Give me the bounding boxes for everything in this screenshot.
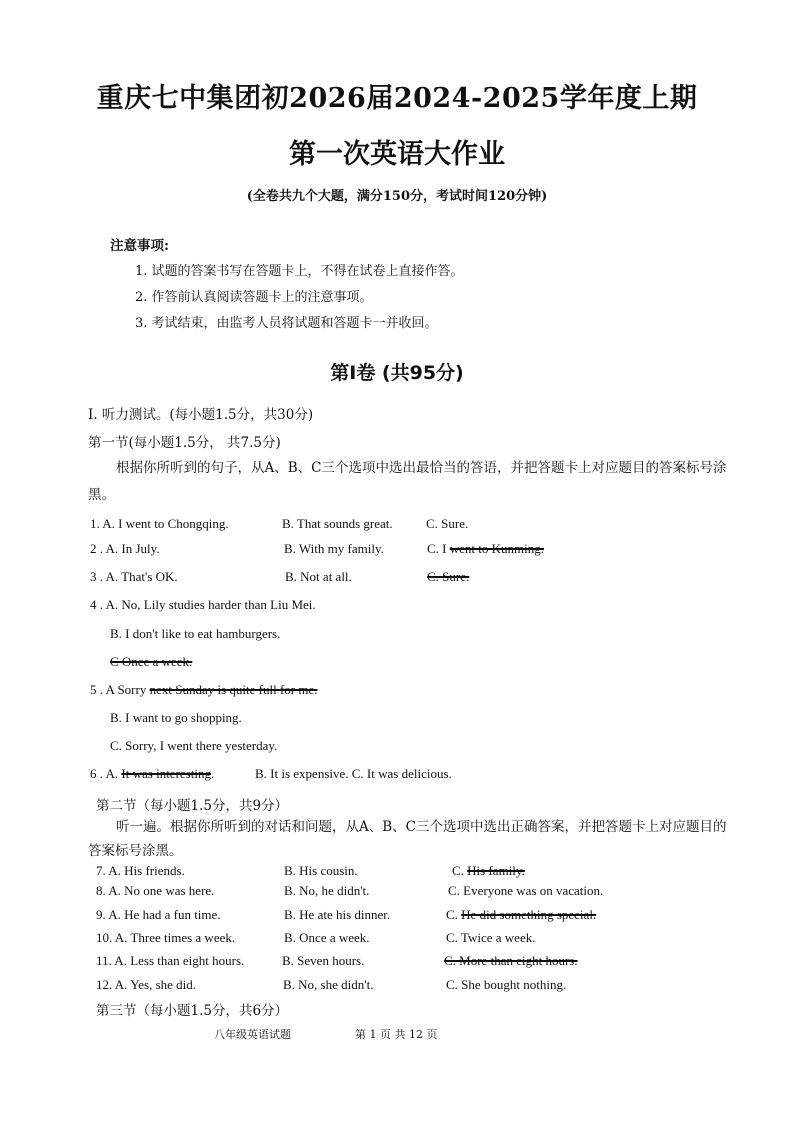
q6-option-a-suffix: . (210, 766, 215, 781)
q8-option-b: B. No, he didn't. (284, 883, 370, 898)
q9-option-a: 9. A. He had a fun time. (96, 907, 221, 922)
q5-option-c: C. Sorry, I went there yesterday. (110, 738, 278, 753)
section2-title: 第二节（每小题1.5分，共9分） (96, 798, 289, 814)
q3-option-b: B. Not at all. (285, 569, 352, 584)
exam-title-line2: 第一次英语大作业 (289, 139, 505, 170)
q12-option-c: C. She bought nothing. (446, 977, 567, 992)
q9-option-c (446, 907, 596, 923)
q6-option-bc: B. It is expensive. C. It was delicious. (255, 766, 452, 781)
q11-option-c: C. More than eight hours. (444, 953, 578, 968)
q1-option-a: 1. A. I went to Chongqing. (90, 516, 229, 531)
q5-option-a (90, 682, 317, 698)
q6-option-a (90, 766, 214, 782)
note-item: 1. 试题的答案书写在答题卡上，不得在试卷上直接作答。 (135, 264, 464, 279)
note-item: 3. 考试结束，由监考人员将试题和答题卡一并收回。 (135, 316, 438, 331)
notes-title: 注意事项: (110, 238, 169, 254)
q12-option-a: 12. A. Yes, she did. (96, 977, 197, 992)
q2-option-b: B. With my family. (284, 541, 384, 556)
volume-title: 第Ⅰ卷 (共95分) (330, 362, 464, 384)
q12-option-b: B. No, she didn't. (283, 977, 374, 992)
q2-option-c (427, 541, 544, 557)
q7-option-b: B. His cousin. (284, 863, 358, 878)
q10-option-b: B. Once a week. (284, 930, 370, 945)
q10-option-c: C. Twice a week. (446, 930, 536, 945)
q3-option-c: C. Sure. (427, 569, 470, 584)
section1-instruction: 根据你所听到的句子，从A、B、C三个选项中选出最恰当的答语，并把答题卡上对应题目的答案标号涂黑。 (88, 460, 727, 503)
q11-option-a: 11. A. Less than eight hours. (96, 953, 245, 968)
footer-subject: 八年级英语试题 (214, 1028, 291, 1041)
q1-option-c: C. Sure. (426, 516, 469, 531)
q7-option-a: 7. A. His friends. (96, 863, 185, 878)
q5-option-a-struck: next Sunday is quite full for me. (149, 682, 318, 697)
q11-option-b: B. Seven hours. (282, 953, 365, 968)
q9-option-c-struck: He did something special. (461, 907, 597, 922)
q5-option-b: B. I want to go shopping. (110, 710, 242, 725)
section2-instruction: 听一遍。根据你所听到的对话和问题，从A、B、C三个选项中选出正确答案，并把答题卡上对应题目的答案标号涂黑。 (88, 819, 727, 859)
q8-option-a: 8. A. No one was here. (96, 883, 215, 898)
q9-option-b: B. He ate his dinner. (284, 907, 391, 922)
exam-subtitle: (全卷共九个大题，满分150分，考试时间120分钟) (246, 189, 548, 204)
q6-option-a-struck: It was interesting (121, 766, 211, 781)
q7-option-c-prefix: C. (452, 863, 468, 878)
q5-option-a-prefix: 5 . A Sorry (90, 682, 150, 697)
q10-option-a: 10. A. Three times a week. (96, 930, 236, 945)
q4-option-a: 4 . A. No, Lily studies harder than Liu Mei. (90, 597, 316, 612)
q7-option-c (452, 863, 525, 879)
footer-page-number: 第 1 页 共 12 页 (355, 1028, 438, 1041)
q4-option-b: B. I don't like to eat hamburgers. (110, 626, 281, 641)
q4-option-c: C Once a week. (110, 654, 193, 669)
q8-option-c: C. Everyone was on vacation. (448, 883, 604, 898)
q3-option-a: 3 . A. That's OK. (90, 569, 178, 584)
exam-title-line1: 重庆七中集团初2026届2024-2025学年度上期 (96, 83, 698, 114)
part1-title: Ⅰ. 听力测试。(每小题1.5分，共30分) (88, 407, 314, 423)
section1-title: 第一节(每小题1.5分， 共7.5分) (88, 435, 281, 451)
q2-option-c-prefix: C. I (427, 541, 450, 556)
q9-option-c-prefix: C. (446, 907, 462, 922)
q2-option-c-struck: went to Kunming. (449, 541, 544, 556)
q6-option-a-prefix: 6 . A. (90, 766, 122, 781)
q1-option-b: B. That sounds great. (282, 516, 393, 531)
section3-title: 第三节（每小题1.5分，共6分） (96, 1003, 289, 1019)
q7-option-c-struck: His family. (467, 863, 525, 878)
q2-option-a: 2 . A. In July. (90, 541, 160, 556)
note-item: 2. 作答前认真阅读答题卡上的注意事项。 (135, 290, 373, 305)
